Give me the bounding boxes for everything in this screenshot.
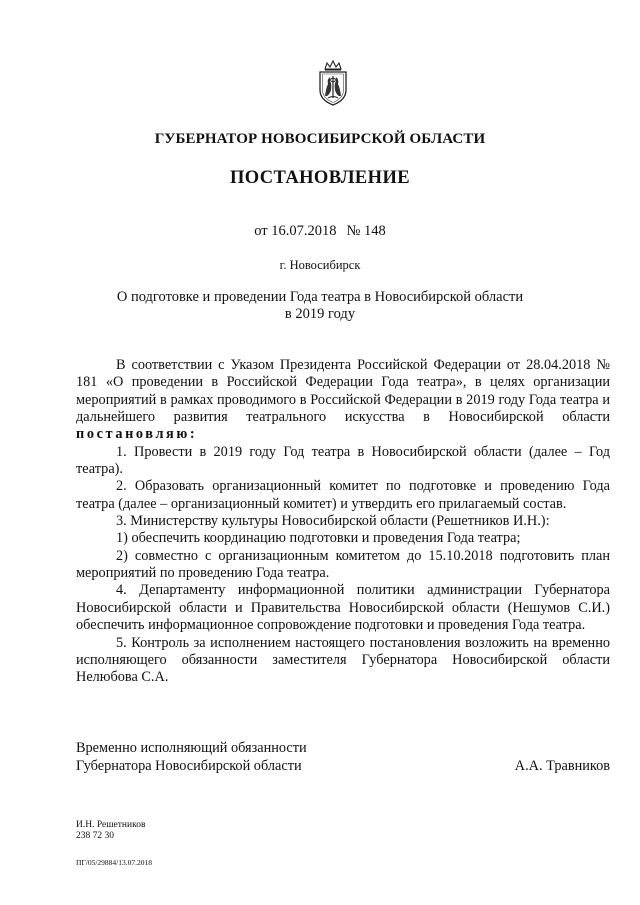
- signer-position-line-1: Временно исполняющий обязанности: [76, 740, 307, 756]
- document-type-heading: ПОСТАНОВЛЕНИЕ: [229, 168, 410, 188]
- decree-word: постановляю:: [76, 426, 198, 443]
- item-3: 3. Министерству культуры Новосибирской области (Решетников И.Н.):: [116, 513, 550, 530]
- registration-number: ПГ/05/29884/13.07.2018: [76, 858, 153, 867]
- issuer-heading: ГУБЕРНАТОР НОВОСИБИРСКОЙ ОБЛАСТИ: [154, 131, 486, 147]
- coat-of-arms-icon: [314, 60, 352, 106]
- document-title: [0, 289, 640, 323]
- item-4: 4. Департаменту информационной политики администрации Губернатора Новосибирской области и Правительства Новосибирской области (Нешумов С.И.) обеспечить информационное сопровождение подготовки и проведения Года театра.: [76, 582, 610, 634]
- city-line: г. Новосибирск: [279, 258, 361, 272]
- item-5: 5. Контроль за исполнением настоящего постановления возложить на временно исполняющего обязанности заместителя Губернатора Новосибирской области Нелюбова С.А.: [76, 634, 610, 686]
- signer-position-line-2: Губернатора Новосибирской области: [76, 758, 302, 774]
- document-date: от 16.07.2018: [254, 223, 337, 239]
- executor-name: И.Н. Решетников: [76, 820, 146, 830]
- item-3-sub-2: 2) совместно с организационным комитетом до 15.10.2018 подготовить план мероприятий по проведению Года театра.: [76, 547, 610, 582]
- item-2: 2. Образовать организационный комитет по подготовке и проведению Года театра (далее – организационный комитет) и утвердить его прилагаемый состав.: [76, 478, 610, 512]
- document-number: № 148: [346, 223, 386, 239]
- signer-name: А.А. Травников: [514, 758, 610, 774]
- title-line-2: в 2019 году: [284, 306, 356, 322]
- document-body: [76, 357, 610, 687]
- item-1: 1. Провести в 2019 году Год театра в Новосибирской области (далее – Год театра).: [76, 443, 610, 478]
- date-number-line: [0, 223, 640, 240]
- signature-block: [76, 739, 610, 775]
- executor-phone: 238 72 30: [76, 831, 114, 841]
- executor-block: [76, 820, 145, 842]
- title-line-1: О подготовке и проведении Года театра в Новосибирской области: [116, 289, 524, 305]
- preamble-paragraph: [76, 357, 610, 444]
- preamble-text: В соответствии с Указом Президента Российской Федерации от 28.04.2018 № 181 «О проведении в Российской Федерации Года театра», в целях организации мероприятий в рамках проводимого в Российской Федерации в 2019 году Года театра и дальнейшего развития театрального искусства в Новосибирской области: [76, 357, 610, 426]
- item-3-sub-1: 1) обеспечить координацию подготовки и проведения Года театра;: [116, 530, 521, 547]
